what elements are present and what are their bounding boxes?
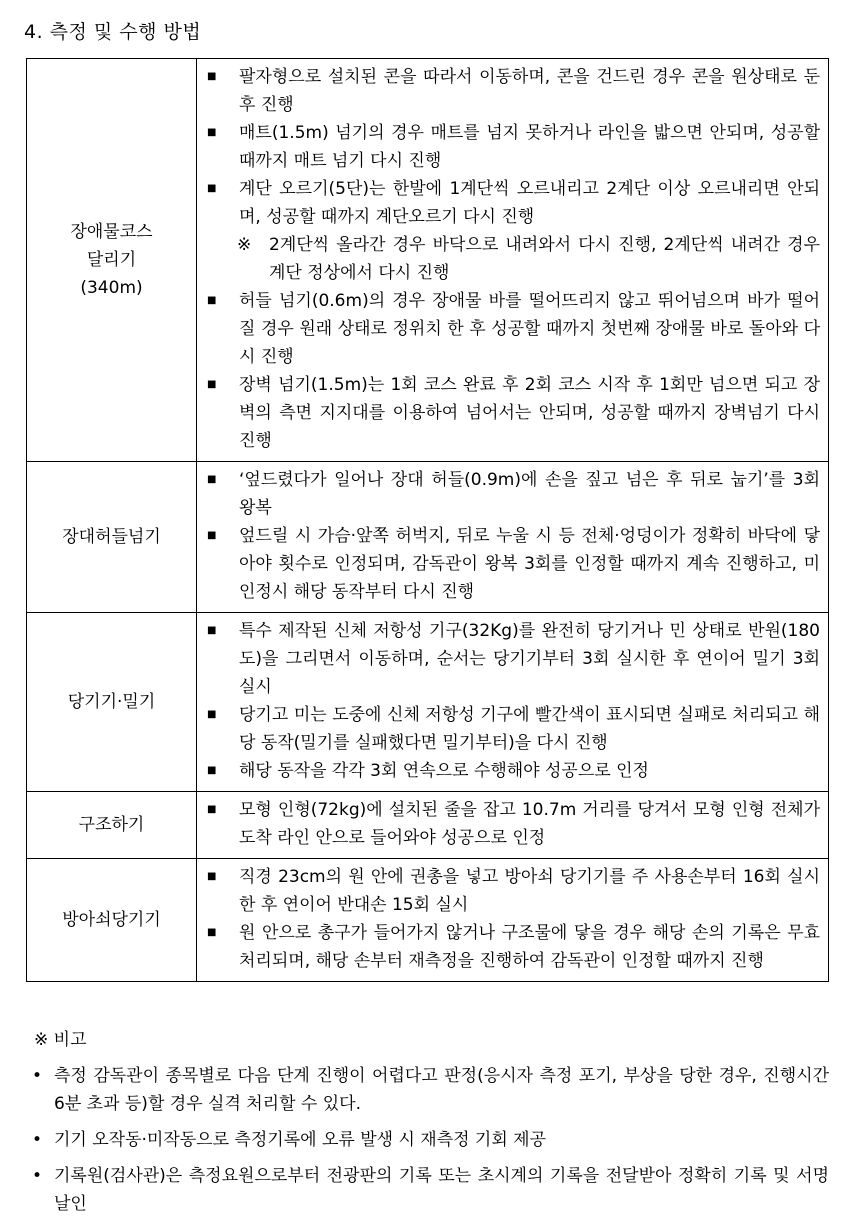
square-bullet-icon: ■	[207, 709, 217, 720]
event-name-line: 장애물코스	[70, 222, 153, 242]
square-bullet-icon: ■	[207, 765, 217, 776]
rule-item	[207, 796, 820, 852]
rule-item	[207, 119, 820, 175]
rule-text: 허들 넘기(0.6m)의 경우 장애물 바를 떨어뜨리지 않고 뛰어넘으며 바가 떨어질 경우 원래 상태로 정위치 한 후 성공할 때까지 첫번째 장애물 바로 돌아와 다시 진행	[239, 291, 820, 367]
rule-list	[207, 617, 820, 785]
rule-text: 원 안으로 총구가 들어가지 않거나 구조물에 닿을 경우 해당 손의 기록은 무효 처리되며, 해당 손부터 재측정을 진행하여 감독관이 인정할 때까지 진행	[239, 923, 820, 971]
remark-text: 기기 오작동·미작동으로 측정기록에 오류 발생 시 재측정 기회 제공	[54, 1130, 547, 1150]
event-name-cell	[27, 613, 197, 792]
square-bullet-icon: ■	[207, 927, 217, 938]
event-name-cell	[27, 59, 197, 462]
rule-item	[207, 617, 820, 701]
event-name-line: (340m)	[80, 278, 143, 298]
remark-item	[26, 1126, 829, 1154]
square-bullet-icon: ■	[207, 804, 217, 815]
rule-text: 특수 제작된 신체 저항성 기구(32Kg)를 완전히 당기거나 민 상태로 반원(180도)을 그리면서 이동하며, 순서는 당기기부터 3회 실시한 후 연이어 밀기 3회 실시	[239, 621, 820, 697]
measurement-method-table	[26, 58, 829, 982]
table-row	[27, 859, 829, 982]
table-row	[27, 59, 829, 462]
rule-item	[207, 701, 820, 757]
dot-bullet-icon: •	[32, 1130, 43, 1150]
rule-text: 엎드릴 시 가슴·앞쪽 허벅지, 뒤로 누울 시 등 전체·엉덩이가 정확히 바닥에 닿아야 횟수로 인정되며, 감독관이 왕복 3회를 인정할 때까지 계속 진행하고, 미인정시 해당 동작부터 다시 진행	[239, 526, 820, 602]
method-description-cell	[197, 59, 829, 462]
remark-item	[26, 1162, 829, 1218]
method-description-cell	[197, 462, 829, 613]
method-description-cell	[197, 792, 829, 859]
rule-text: ‘엎드렸다가 일어나 장대 허들(0.9m)에 손을 짚고 넘은 후 뒤로 눕기’를 3회 왕복	[239, 470, 820, 518]
rule-item	[207, 522, 820, 606]
page-title: 4. 측정 및 수행 방법	[24, 21, 202, 43]
rule-list	[207, 466, 820, 606]
square-bullet-icon: ■	[207, 71, 217, 82]
reference-mark-icon: ※	[237, 235, 252, 255]
rule-item	[207, 863, 820, 919]
rule-list	[207, 863, 820, 975]
event-name-line: 장대허들넘기	[62, 527, 161, 547]
remarks-title: ※ 비고	[34, 1030, 87, 1050]
rule-item	[207, 175, 820, 231]
event-name-line: 방아쇠당기기	[62, 910, 161, 930]
square-bullet-icon: ■	[207, 295, 217, 306]
method-description-cell	[197, 859, 829, 982]
event-name-line: 구조하기	[78, 815, 145, 835]
square-bullet-icon: ■	[207, 183, 217, 194]
rule-item	[207, 63, 820, 119]
event-name-cell	[27, 859, 197, 982]
rule-text: 계단 오르기(5단)는 한발에 1계단씩 오르내리고 2계단 이상 오르내리면 안되며, 성공할 때까지 계단오르기 다시 진행	[239, 179, 820, 227]
table-row	[27, 613, 829, 792]
rule-item	[207, 757, 820, 785]
remarks-section	[26, 1026, 829, 1226]
rule-text: 장벽 넘기(1.5m)는 1회 코스 완료 후 2회 코스 시작 후 1회만 넘으면 되고 장벽의 측면 지지대를 이용하여 넘어서는 안되며, 성공할 때까지 장벽넘기 다시 진행	[239, 375, 820, 451]
rule-list	[207, 63, 820, 455]
rule-text: 해당 동작을 각각 3회 연속으로 수행해야 성공으로 인정	[239, 761, 649, 781]
rule-text: 직경 23cm의 원 안에 권총을 넣고 방아쇠 당기기를 주 사용손부터 16회 실시한 후 연이어 반대손 15회 실시	[239, 867, 820, 915]
rule-item	[207, 371, 820, 455]
event-name-line: 달리기	[86, 250, 137, 270]
event-name-line: 당기기·밀기	[67, 692, 156, 712]
rule-note	[207, 231, 820, 287]
square-bullet-icon: ■	[207, 379, 217, 390]
square-bullet-icon: ■	[207, 474, 217, 485]
rule-text: 당기고 미는 도중에 신체 저항성 기구에 빨간색이 표시되면 실패로 처리되고 해당 동작(밀기를 실패했다면 밀기부터)을 다시 진행	[239, 705, 820, 753]
event-name-cell	[27, 462, 197, 613]
table-row	[27, 792, 829, 859]
rule-item	[207, 287, 820, 371]
dot-bullet-icon: •	[32, 1066, 43, 1086]
rule-item	[207, 466, 820, 522]
rule-text: 팔자형으로 설치된 콘을 따라서 이동하며, 콘을 건드린 경우 콘을 원상태로 둔 후 진행	[239, 67, 820, 115]
remark-item	[26, 1062, 829, 1118]
remark-text: 측정 감독관이 종목별로 다음 단계 진행이 어렵다고 판정(응시자 측정 포기, 부상을 당한 경우, 진행시간 6분 초과 등)할 경우 실격 처리할 수 있다.	[54, 1066, 829, 1114]
table-body	[27, 59, 829, 982]
table-row	[27, 462, 829, 613]
square-bullet-icon: ■	[207, 530, 217, 541]
rule-text: 2계단씩 올라간 경우 바닥으로 내려와서 다시 진행, 2계단씩 내려간 경우 계단 정상에서 다시 진행	[269, 235, 820, 283]
remark-text: 기록원(검사관)은 측정요원으로부터 전광판의 기록 또는 초시계의 기록을 전달받아 정확히 기록 및 서명 날인	[54, 1166, 829, 1214]
rule-list	[207, 796, 820, 852]
dot-bullet-icon: •	[32, 1166, 43, 1186]
square-bullet-icon: ■	[207, 127, 217, 138]
square-bullet-icon: ■	[207, 871, 217, 882]
remarks-list	[26, 1062, 829, 1218]
event-name-cell	[27, 792, 197, 859]
square-bullet-icon: ■	[207, 625, 217, 636]
rule-item	[207, 919, 820, 975]
rule-text: 매트(1.5m) 넘기의 경우 매트를 넘지 못하거나 라인을 밟으면 안되며, 성공할 때까지 매트 넘기 다시 진행	[239, 123, 820, 171]
method-description-cell	[197, 613, 829, 792]
rule-text: 모형 인형(72kg)에 설치된 줄을 잡고 10.7m 거리를 당겨서 모형 인형 전체가 도착 라인 안으로 들어와야 성공으로 인정	[239, 800, 820, 848]
